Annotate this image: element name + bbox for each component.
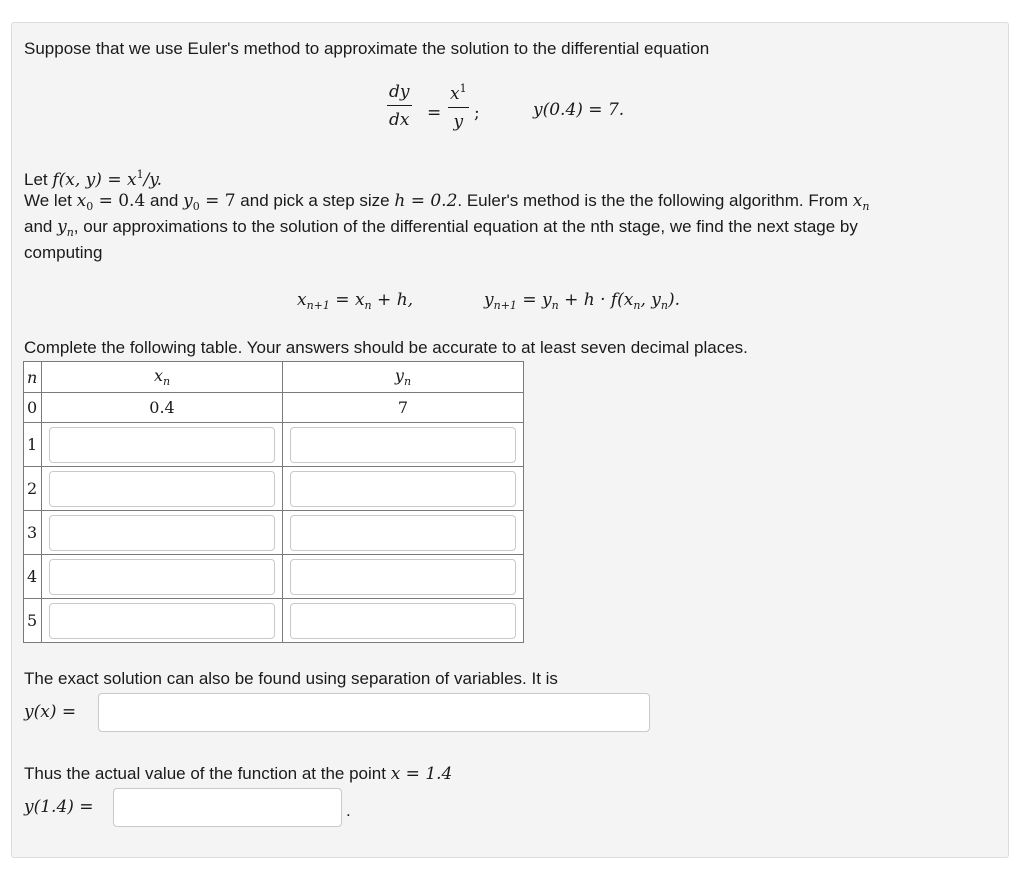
y4-input[interactable]: [290, 559, 516, 595]
intro-text: Suppose that we use Euler's method to approximate the solution to the differential equation: [24, 39, 710, 58]
table-row: [24, 467, 524, 511]
y3-input[interactable]: [290, 515, 516, 551]
exact-solution-label: y(x) =: [24, 702, 77, 722]
actual-value-text: Thus the actual value of the function at the point x = 1.4: [24, 764, 453, 784]
row-index: 5: [24, 599, 42, 643]
euler-paragraph-line3: computing: [24, 243, 103, 262]
header-yn: $y_n$: [283, 362, 524, 393]
y2-input[interactable]: [290, 471, 516, 507]
row-index: 3: [24, 511, 42, 555]
row-index: 2: [24, 467, 42, 511]
x1-input[interactable]: [49, 427, 275, 463]
y-recurrence: $y_{n+1} = y_n + h \cdot f(x_n$, $y_n$).: [484, 290, 681, 312]
euler-paragraph-line2: and $y_n$, our approximations to the solution of the differential equation at the nth stage, we find the next stage by: [24, 217, 858, 239]
rhs-fraction: [448, 82, 469, 132]
dy-numerator: dy: [387, 82, 412, 106]
ode-equals: =: [427, 103, 442, 123]
table-row: [24, 511, 524, 555]
rhs-denominator: y: [453, 112, 464, 132]
x3-input[interactable]: [49, 515, 275, 551]
row-index: 1: [24, 423, 42, 467]
table-instruction: Complete the following table. Your answers should be accurate to at least seven decimal places.: [24, 338, 748, 357]
x4-input[interactable]: [49, 559, 275, 595]
x5-input[interactable]: [49, 603, 275, 639]
rhs-numerator: $x^1$: [448, 82, 469, 108]
let-f-line: Let f(x, $y) = x^1/y$.: [24, 168, 163, 190]
header-n: n: [24, 362, 42, 393]
ode-semicolon: ;: [474, 103, 480, 123]
header-xn: $x_n$: [42, 362, 283, 393]
x-recurrence: $x_{n+1} = x_n + h$,: [297, 290, 414, 312]
euler-table: [23, 361, 524, 643]
actual-value-period: .: [346, 801, 351, 820]
table-header-row: [24, 362, 524, 393]
y1-input[interactable]: [290, 427, 516, 463]
dy-dx-fraction: [387, 82, 412, 130]
exact-solution-input[interactable]: [98, 693, 650, 732]
actual-value-input[interactable]: [113, 788, 342, 827]
table-row: [24, 393, 524, 423]
dx-denominator: dx: [389, 110, 410, 130]
x0-value: 0.4: [42, 393, 283, 423]
actual-value-label: y(1.4) =: [24, 797, 94, 817]
table-row: [24, 423, 524, 467]
euler-paragraph-line1: We let $x_0 = 0.4$ and $y_0 = 7$ and pick a step size h = 0.2. Euler's method is the the following algorithm. From $x_n$: [24, 191, 870, 213]
table-row: [24, 599, 524, 643]
y0-value: 7: [283, 393, 524, 423]
exact-solution-text: The exact solution can also be found using separation of variables. It is: [24, 669, 558, 688]
row-index: 4: [24, 555, 42, 599]
initial-condition: y(0.4) = 7.: [533, 100, 625, 120]
x2-input[interactable]: [49, 471, 275, 507]
y5-input[interactable]: [290, 603, 516, 639]
row-index: 0: [24, 393, 42, 423]
table-row: [24, 555, 524, 599]
